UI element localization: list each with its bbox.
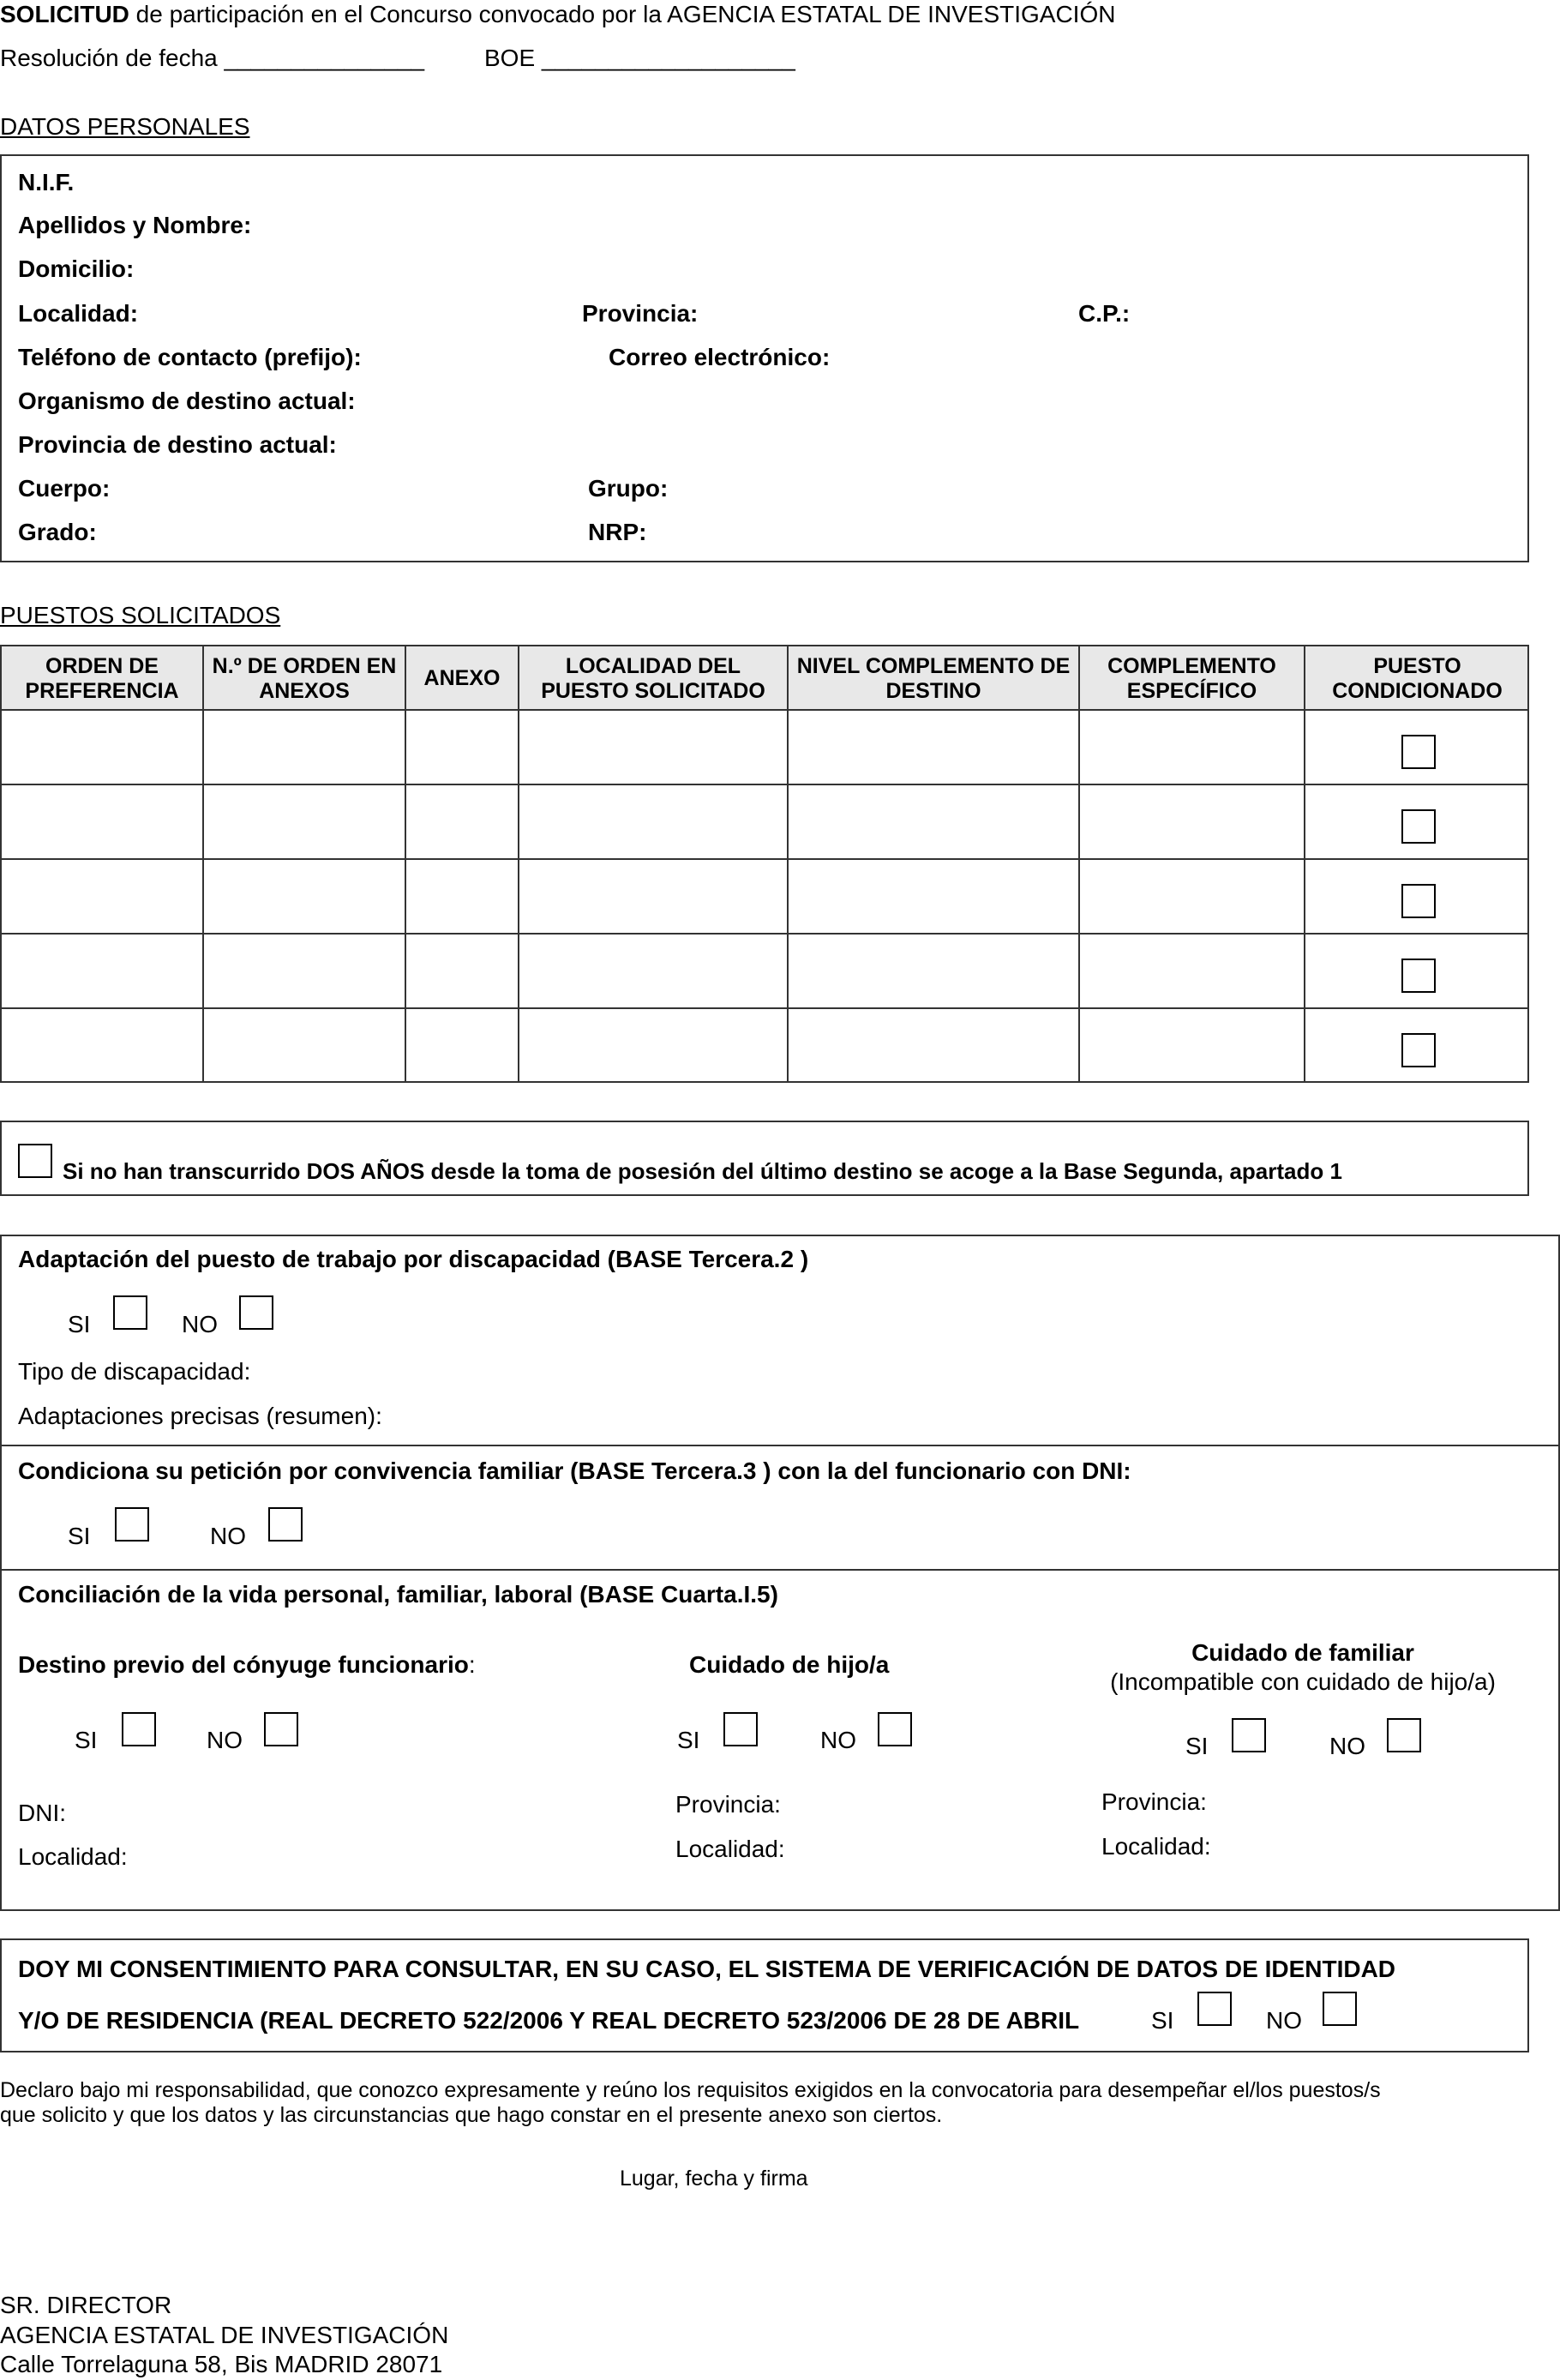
puestos-cell-input[interactable]: [406, 1009, 518, 1082]
hijo-no-checkbox[interactable]: [878, 1712, 912, 1746]
organismo-label: Organismo de destino actual:: [18, 388, 356, 414]
familiar-localidad-label: Localidad:: [1101, 1833, 1211, 1860]
conyuge-title-colon: :: [468, 1651, 476, 1678]
puestos-cell-input[interactable]: [1080, 935, 1304, 1007]
conyuge-dni-label: DNI:: [18, 1800, 66, 1826]
puestos-cell-input[interactable]: [406, 860, 518, 933]
puestos-cell-input[interactable]: [519, 1009, 787, 1082]
puestos-cell-input[interactable]: [519, 711, 787, 784]
consentimiento-no-checkbox[interactable]: [1323, 1992, 1357, 2026]
conyuge-title-text: Destino previo del cónyuge funcionario: [18, 1651, 469, 1678]
conyuge-no-label: NO: [207, 1727, 243, 1753]
localidad-label: Localidad:: [18, 300, 139, 327]
cp-label: C.P.:: [1078, 300, 1131, 327]
declaro-line2: que solicito y que los datos y las circunstancias que hago constar en el presente anexo son ciertos.: [0, 2103, 943, 2127]
provincia-destino-label: Provincia de destino actual:: [18, 431, 337, 458]
conyuge-title: [18, 1650, 476, 1680]
correo-label: Correo electrónico:: [609, 344, 831, 370]
hijo-provincia-label: Provincia:: [675, 1791, 781, 1818]
familiar-si-label: SI: [1185, 1733, 1209, 1759]
conyuge-si-checkbox[interactable]: [122, 1712, 156, 1746]
puestos-cell-input[interactable]: [519, 860, 787, 933]
condiciona-no-label: NO: [210, 1523, 246, 1549]
tipo-discapacidad-label: Tipo de discapacidad:: [18, 1358, 251, 1385]
dos-anos-text: Si no han transcurrido DOS AÑOS desde la toma de posesión del último destino se acoge a la Base Segunda, apartado 1: [63, 1158, 1342, 1184]
destinatario-line3: Calle Torrelaguna 58, Bis MADRID 28071: [0, 2351, 443, 2377]
grupo-label: Grupo:: [588, 475, 669, 502]
puestos-cell-input[interactable]: [204, 1009, 405, 1082]
puestos-cell-input[interactable]: [406, 935, 518, 1007]
consentimiento-no-label: NO: [1266, 2007, 1302, 2034]
conyuge-localidad-label: Localidad:: [18, 1843, 128, 1870]
puesto-condicionado-checkbox[interactable]: [1401, 884, 1436, 918]
familiar-provincia-label: Provincia:: [1101, 1788, 1207, 1815]
puestos-cell-input[interactable]: [789, 860, 1078, 933]
condiciona-si-checkbox[interactable]: [115, 1507, 149, 1542]
puestos-cell-input[interactable]: [519, 785, 787, 858]
familiar-subtitle: (Incompatible con cuidado de hijo/a): [1110, 1668, 1496, 1695]
adaptaciones-label: Adaptaciones precisas (resumen):: [18, 1403, 382, 1429]
form-title: [0, 0, 1115, 29]
puestos-cell-input[interactable]: [2, 785, 202, 858]
puestos-column-header: ANEXO: [423, 666, 501, 690]
hijo-title: Cuidado de hijo/a: [689, 1651, 890, 1678]
telefono-label: Teléfono de contacto (prefijo):: [18, 344, 362, 370]
puestos-cell-input[interactable]: [789, 711, 1078, 784]
nif-label: N.I.F.: [18, 169, 75, 195]
hijo-si-label: SI: [677, 1727, 700, 1753]
puestos-cell-input[interactable]: [1080, 711, 1304, 784]
consentimiento-line1: DOY MI CONSENTIMIENTO PARA CONSULTAR, EN SU CASO, EL SISTEMA DE VERIFICACIÓN DE DATOS DE IDENTIDAD: [18, 1956, 1396, 1982]
consentimiento-si-label: SI: [1151, 2007, 1174, 2034]
provincia-label: Provincia:: [582, 300, 699, 327]
lugar-fecha-firma: Lugar, fecha y firma: [620, 2167, 808, 2191]
cuerpo-label: Cuerpo:: [18, 475, 111, 502]
destinatario-line1: SR. DIRECTOR: [0, 2292, 172, 2318]
dos-anos-checkbox[interactable]: [18, 1144, 52, 1178]
condiciones-divider-2: [0, 1569, 1560, 1571]
puestos-cell-input[interactable]: [204, 711, 405, 784]
puestos-cell-input[interactable]: [406, 711, 518, 784]
condiciona-si-label: SI: [68, 1523, 91, 1549]
hijo-si-checkbox[interactable]: [723, 1712, 758, 1746]
puestos-cell-input[interactable]: [1080, 860, 1304, 933]
puestos-column-header: PUESTO CONDICIONADO: [1332, 653, 1503, 703]
condiciones-divider-1: [0, 1445, 1560, 1446]
puesto-condicionado-checkbox[interactable]: [1401, 959, 1436, 993]
familiar-title: Cuidado de familiar: [1191, 1639, 1414, 1666]
familiar-no-label: NO: [1329, 1733, 1365, 1759]
conciliacion-title: Conciliación de la vida personal, familiar, laboral (BASE Cuarta.I.5): [18, 1581, 778, 1608]
puestos-cell-input[interactable]: [789, 1009, 1078, 1082]
puestos-cell-input[interactable]: [406, 785, 518, 858]
puestos-table: [0, 645, 1529, 1083]
puestos-column-divider: [1304, 646, 1305, 1081]
adaptacion-si-checkbox[interactable]: [113, 1295, 147, 1330]
resolucion-fecha: Resolución de fecha _______________: [0, 45, 425, 71]
declaro-line1: Declaro bajo mi responsabilidad, que conozco expresamente y reúno los requisitos exigidos en la convocatoria para desempeñar el/los puestos/s: [0, 2078, 1381, 2102]
puestos-cell-input[interactable]: [2, 935, 202, 1007]
puestos-cell-input[interactable]: [789, 935, 1078, 1007]
puestos-cell-input[interactable]: [2, 1009, 202, 1082]
apellidos-label: Apellidos y Nombre:: [18, 212, 252, 238]
puestos-column-header: N.º DE ORDEN EN ANEXOS: [212, 653, 397, 703]
puestos-column-header: LOCALIDAD DEL PUESTO SOLICITADO: [541, 653, 765, 703]
puestos-cell-input[interactable]: [519, 935, 787, 1007]
condiciona-no-checkbox[interactable]: [268, 1507, 303, 1542]
grado-label: Grado:: [18, 519, 97, 545]
conyuge-no-checkbox[interactable]: [264, 1712, 298, 1746]
puestos-cell-input[interactable]: [789, 785, 1078, 858]
condiciona-title: Condiciona su petición por convivencia familiar (BASE Tercera.3 ) con la del funcionario con DNI:: [18, 1457, 1131, 1484]
adaptacion-title: Adaptación del puesto de trabajo por discapacidad (BASE Tercera.2 ): [18, 1246, 809, 1272]
familiar-si-checkbox[interactable]: [1232, 1718, 1266, 1752]
destinatario-line2: AGENCIA ESTATAL DE INVESTIGACIÓN: [0, 2322, 449, 2348]
puesto-condicionado-checkbox[interactable]: [1401, 809, 1436, 844]
puestos-cell-input[interactable]: [204, 785, 405, 858]
puestos-column-header: COMPLEMENTO ESPECÍFICO: [1107, 653, 1276, 703]
consentimiento-si-checkbox[interactable]: [1197, 1992, 1232, 2026]
conyuge-si-label: SI: [75, 1727, 98, 1753]
form-title-rest: de participación en el Concurso convocado por la AGENCIA ESTATAL DE INVESTIGACIÓN: [129, 1, 1116, 27]
puestos-title: PUESTOS SOLICITADOS: [0, 602, 281, 628]
puestos-column-header: ORDEN DE PREFERENCIA: [25, 653, 179, 703]
puesto-condicionado-checkbox[interactable]: [1401, 1033, 1436, 1067]
consentimiento-line2: Y/O DE RESIDENCIA (REAL DECRETO 522/2006 Y REAL DECRETO 523/2006 DE 28 DE ABRIL: [18, 2007, 1080, 2034]
puestos-cell-input[interactable]: [2, 711, 202, 784]
puestos-column-header: NIVEL COMPLEMENTO DE DESTINO: [796, 653, 1071, 703]
familiar-no-checkbox[interactable]: [1387, 1718, 1421, 1752]
adaptacion-no-label: NO: [182, 1311, 218, 1337]
adaptacion-si-label: SI: [68, 1311, 91, 1337]
boe-field: BOE ___________________: [484, 45, 795, 71]
puestos-cell-input[interactable]: [204, 935, 405, 1007]
domicilio-label: Domicilio:: [18, 255, 135, 282]
form-title-bold: SOLICITUD: [0, 1, 129, 27]
nrp-label: NRP:: [588, 519, 647, 545]
hijo-localidad-label: Localidad:: [675, 1836, 785, 1862]
datos-personales-title: DATOS PERSONALES: [0, 113, 250, 140]
puestos-cell-input[interactable]: [2, 860, 202, 933]
hijo-no-label: NO: [820, 1727, 856, 1753]
puestos-cell-input[interactable]: [1080, 785, 1304, 858]
puestos-cell-input[interactable]: [204, 860, 405, 933]
puestos-cell-input[interactable]: [1080, 1009, 1304, 1082]
puesto-condicionado-checkbox[interactable]: [1401, 735, 1436, 769]
adaptacion-no-checkbox[interactable]: [239, 1295, 273, 1330]
